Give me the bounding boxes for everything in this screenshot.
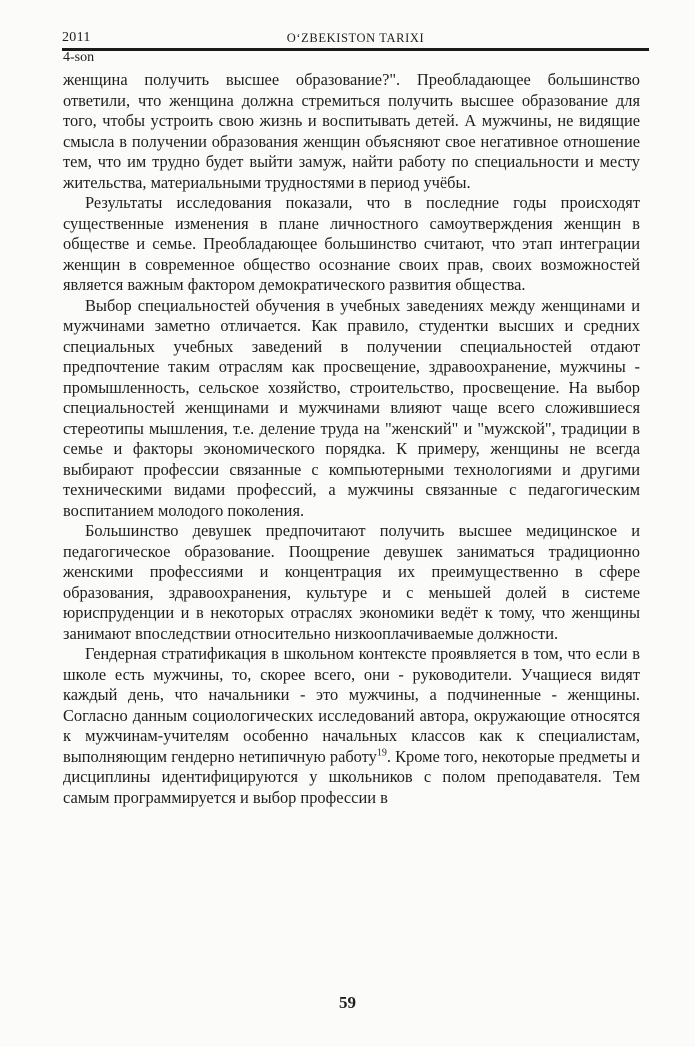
- article-body: [63, 70, 640, 808]
- paragraph-text-part: . Кроме того, некоторые предметы и дисциплины идентифицируются у школьников с полом преподавателя. Тем самым программируется и выбор профессии в: [63, 746, 640, 807]
- paragraph: Выбор специальностей обучения в учебных заведениях между женщинами и мужчинами заметно отличается. Как правило, студентки высших и средних специальных учебных заведений в получении специальностей отдают предпочтение таким отраслям как просвещение, здравоохранение, мужчины - промышленность, сельское хозяйство, строительство, просвещение. На выбор специальностей женщинами и мужчинами влияют чаще всего сложившиеся стереотипы мышления, т.е. деление труда на "женский" и "мужской", традиции в семье и факторы экономического порядка. К примеру, женщины не всегда выбирают профессии связанные с компьютерными технологиями и другими техническими видами профессий, а мужчины связанные с педагогическим воспитанием молодого поколения.: [63, 295, 640, 520]
- paragraph-continued: женщина получить высшее образование?". Преобладающее большинство ответили, что женщина должна стремиться получить высшее образование для того, чтобы устроить свою жизнь и воспитывать детей. А мужчины, не видящие смысла в получении образования женщин объясняют свое негативное отношение тем, что им трудно будет выйти замуж, найти работу по специальности и месту жительства, материальными трудностями в период учёбы.: [63, 70, 640, 192]
- journal-title: O‘ZBEKISTON TARIXI: [286, 31, 425, 45]
- paragraph-text-part: Гендерная стратификация в школьном контексте проявляется в том, что если в школе есть мужчины, то, скорее всего, они - руководители. Учащиеся видят каждый день, что начальники - это мужчины, а подчиненные - женщины. Согласно данным социологических исследований автора, окружающие относятся к мужчинам-учителям особенно начальных классов как к специалистам, выполняющим гендерно нетипичную работу: [63, 644, 640, 766]
- header-rule: [62, 48, 649, 51]
- running-header: [62, 28, 649, 50]
- journal-year: 2011: [62, 30, 91, 45]
- page-number: 59: [339, 993, 356, 1012]
- paragraph: Результаты исследования показали, что в последние годы происходят существенные изменения в плане личностного самоутверждения женщин в обществе и семье. Преобладающее большинство считают, что этап интеграции женщин в современное общество осознание своих прав, своих возможностей является важным фактором демократического развития общества.: [63, 193, 640, 294]
- paragraph-last: [63, 644, 640, 808]
- paragraph: Большинство девушек предпочитают получить высшее медицинское и педагогическое образование. Поощрение девушек заниматься традиционно женскими профессиями и концентрация их преимущественно в сфере образования, здравоохранения, культуре и с меньшей долей в системе юриспруденции и в некоторых отраслях экономики ведёт к тому, что женщины занимают впоследствии относительно низкооплачиваемые должности.: [63, 521, 640, 643]
- issue-number: 4-son: [63, 50, 95, 65]
- footnote-reference[interactable]: 19: [376, 747, 387, 759]
